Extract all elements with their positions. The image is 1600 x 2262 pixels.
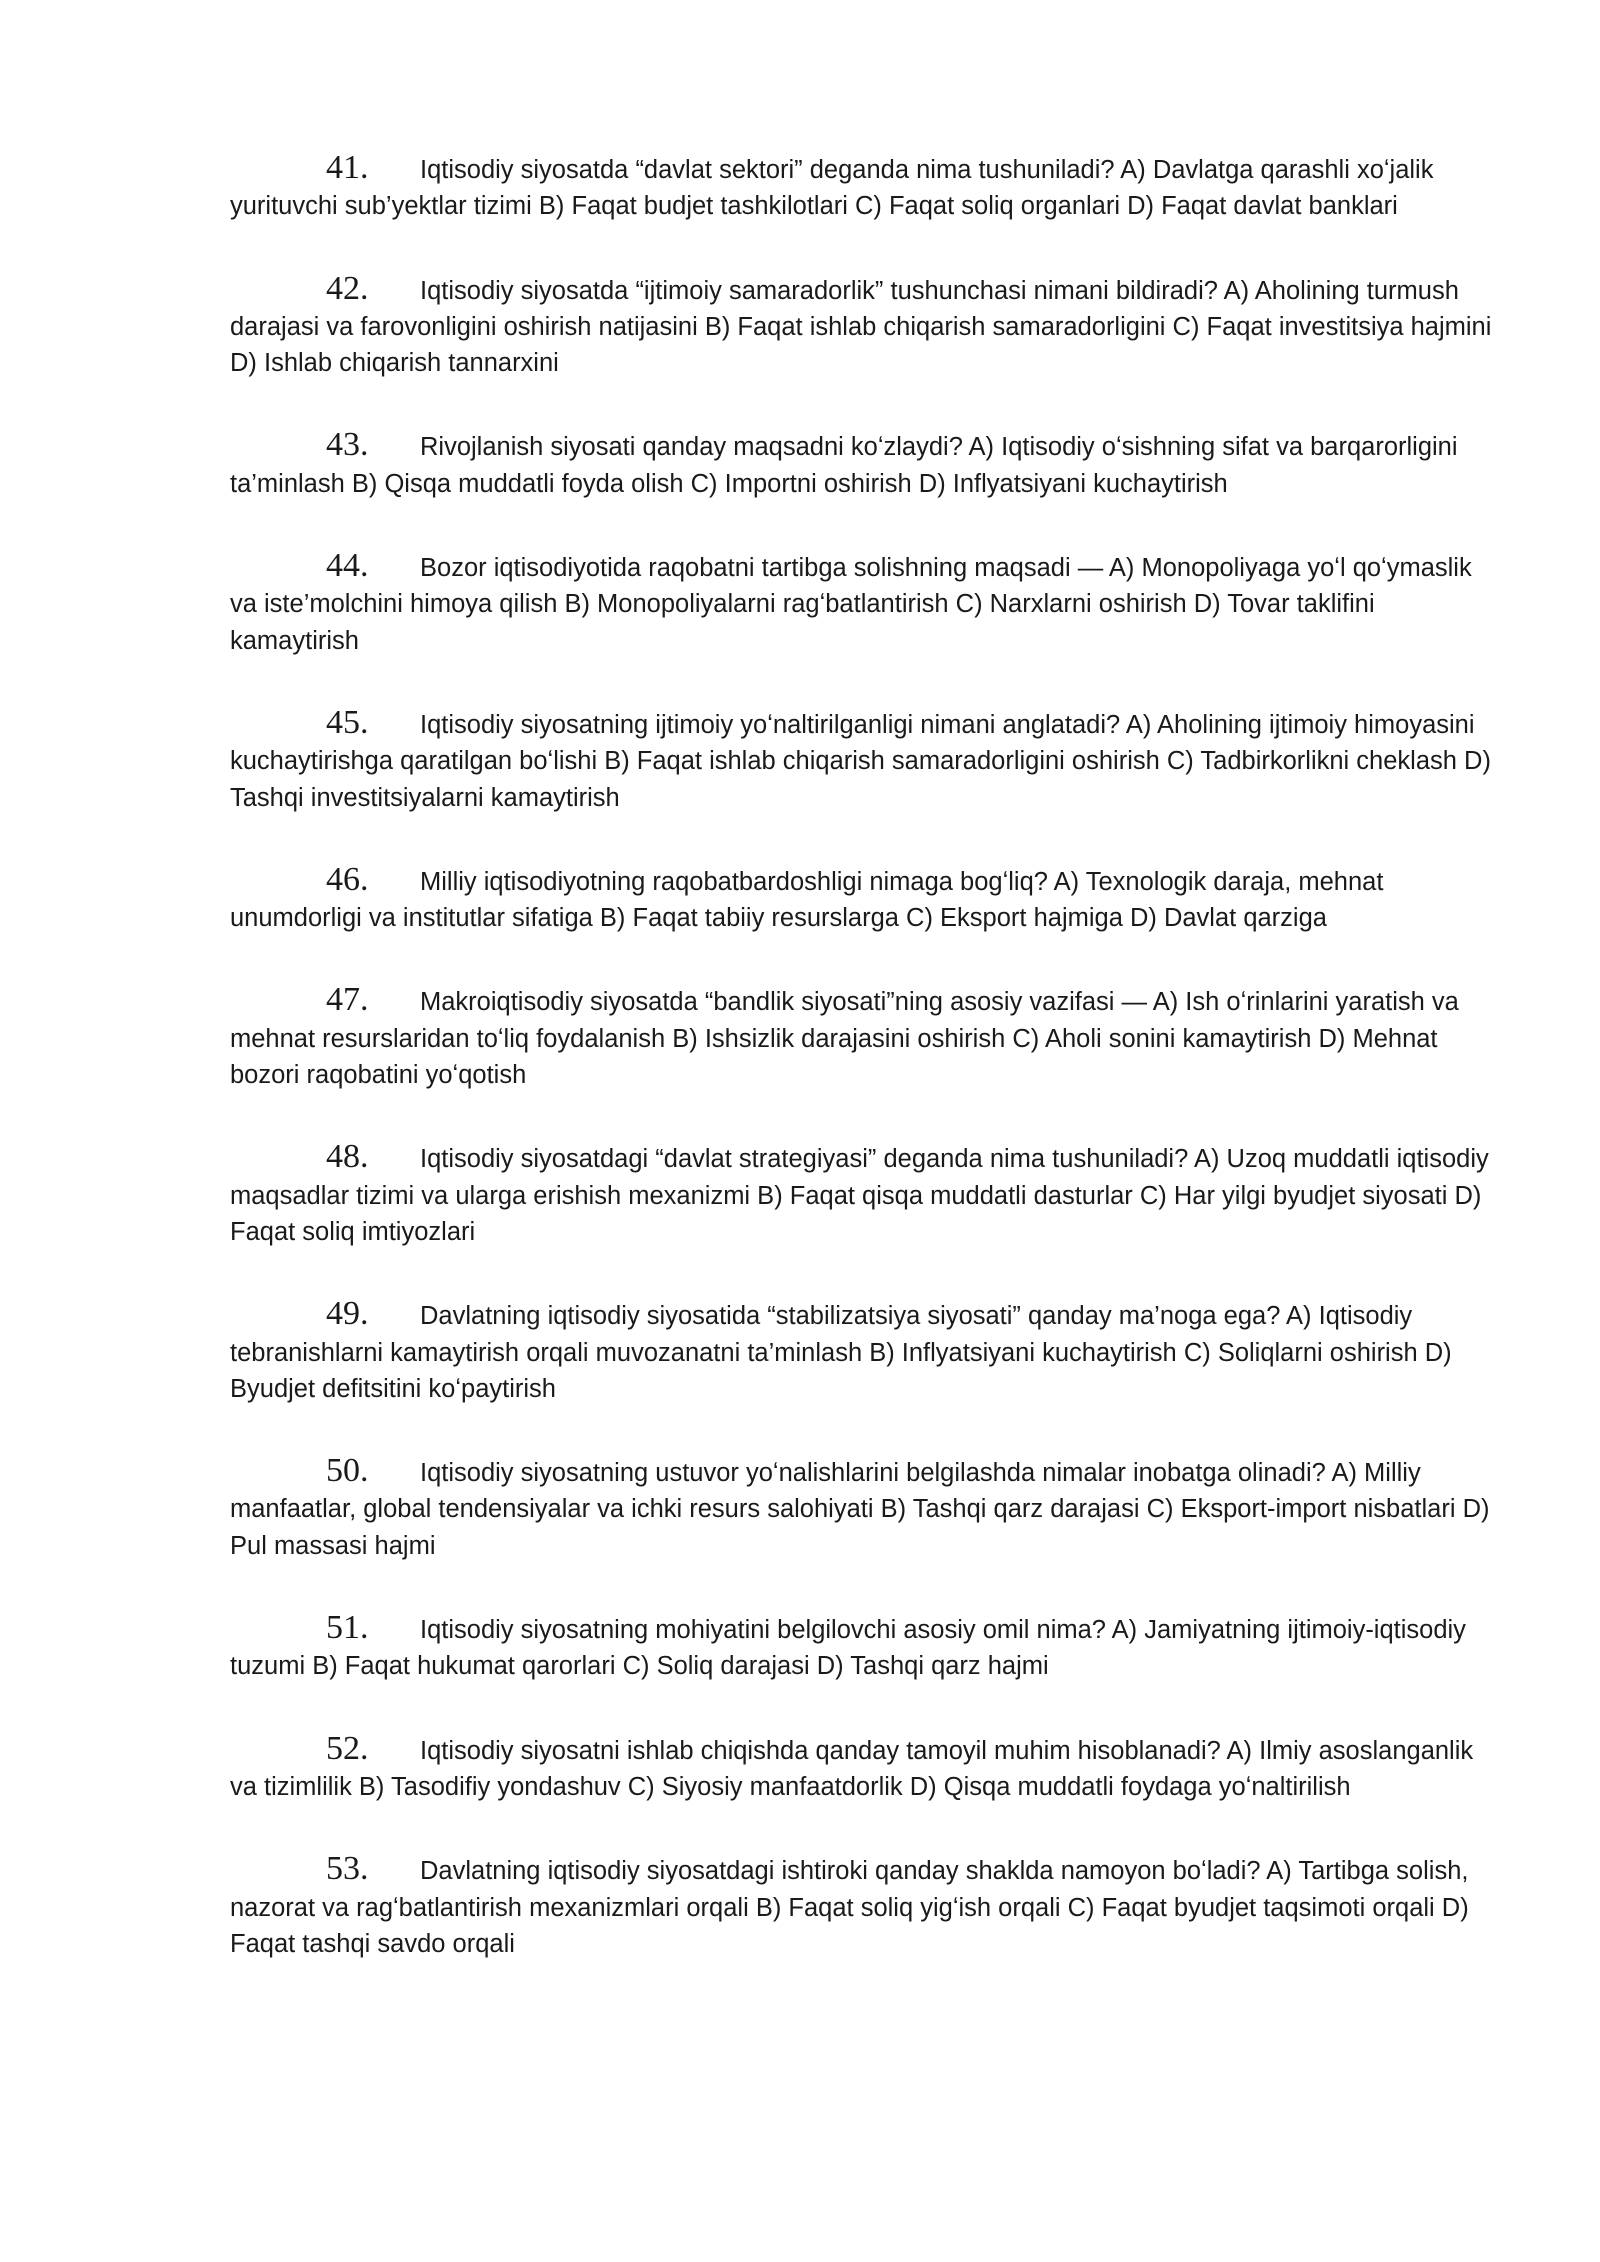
question-text: Iqtisodiy siyosatning ijtimoiy yoʻnaltirilganligi nimani anglatadi? A) Aholining ijtimoiy himoyasini kuchaytirishga qaratilgan boʻlishi B) Faqat ishlab chiqarish samaradorligini oshirish C) Tadbirkorlikni cheklash D) Tashqi investitsiyalarni kamaytirish — [230, 710, 1491, 812]
question-item — [230, 271, 1492, 382]
question-item — [230, 548, 1492, 659]
question-text: Rivojlanish siyosati qanday maqsadni koʻzlaydi? A) Iqtisodiy oʻsishning sifat va barqarorligini ta’minlash B) Qisqa muddatli foyda olish C) Importni oshirish D) Inflyatsiyani kuchaytirish — [230, 433, 1458, 498]
question-text: Davlatning iqtisodiy siyosatida “stabilizatsiya siyosati” qanday ma’noga ega? A) Iqtisodiy tebranishlarni kamaytirish orqali muvozanatni ta’minlash B) Inflyatsiyani kuchaytirish C) Soliqlarni oshirish D) Byudjet defitsitini koʻpaytirish — [230, 1302, 1452, 1403]
question-item — [230, 427, 1492, 502]
question-item — [230, 1296, 1492, 1407]
question-item — [230, 982, 1492, 1093]
question-number: 46. — [326, 860, 369, 898]
question-item — [230, 1139, 1492, 1250]
question-number: 52. — [326, 1729, 369, 1767]
question-item — [230, 862, 1492, 937]
question-number: 48. — [326, 1138, 369, 1176]
question-item — [230, 150, 1492, 225]
question-item — [230, 705, 1492, 816]
question-text: Iqtisodiy siyosatdagi “davlat strategiyasi” deganda nima tushuniladi? A) Uzoq muddatli iqtisodiy maqsadlar tizimi va ularga erishish mexanizmi B) Faqat qisqa muddatli dasturlar C) Har yilgi byudjet siyosati D) Faqat soliq imtiyozlari — [230, 1145, 1489, 1246]
question-text: Bozor iqtisodiyotida raqobatni tartibga solishning maqsadi — A) Monopoliyaga yoʻl qoʻymaslik va iste’molchini himoya qilish B) Monopoliyalarni ragʻbatlantirish C) Narxlarni oshirish D) Tovar taklifini kamaytirish — [230, 554, 1472, 655]
question-number: 49. — [326, 1295, 369, 1333]
question-number: 47. — [326, 981, 369, 1019]
question-item — [230, 1610, 1492, 1685]
question-text: Iqtisodiy siyosatda “davlat sektori” deganda nima tushuniladi? A) Davlatga qarashli xoʻjalik yurituvchi sub’yektlar tizimi B) Faqat budjet tashkilotlari C) Faqat soliq organlari D) Faqat davlat banklari — [230, 156, 1434, 221]
question-number: 45. — [326, 703, 369, 741]
question-item — [230, 1851, 1492, 1962]
question-text: Iqtisodiy siyosatning mohiyatini belgilovchi asosiy omil nima? A) Jamiyatning ijtimoiy-iqtisodiy tuzumi B) Faqat hukumat qarorlari C) Soliq darajasi D) Tashqi qarz hajmi — [230, 1616, 1466, 1681]
question-number: 53. — [326, 1850, 369, 1888]
question-number: 42. — [326, 269, 369, 307]
question-item — [230, 1731, 1492, 1806]
question-text: Milliy iqtisodiyotning raqobatbardoshligi nimaga bogʻliq? A) Texnologik daraja, mehnat unumdorligi va institutlar sifatiga B) Faqat tabiiy resurslarga C) Eksport hajmiga D) Davlat qarziga — [230, 867, 1384, 933]
question-number: 44. — [326, 547, 369, 585]
question-number: 43. — [326, 426, 369, 464]
question-number: 50. — [326, 1452, 369, 1490]
question-text: Davlatning iqtisodiy siyosatdagi ishtiroki qanday shaklda namoyon boʻladi? A) Tartibga solish, nazorat va ragʻbatlantirish mexanizmlari orqali B) Faqat soliq yigʻish orqali C) Faqat byudjet taqsimoti orqali D) Faqat tashqi savdo orqali — [230, 1857, 1469, 1958]
question-item — [230, 1453, 1492, 1564]
question-list — [230, 150, 1492, 2008]
question-number: 41. — [326, 149, 369, 186]
question-text: Iqtisodiy siyosatning ustuvor yoʻnalishlarini belgilashda nimalar inobatga olinadi? A) Milliy manfaatlar, global tendensiyalar va ichki resurs salohiyati B) Tashqi qarz darajasi C) Eksport-import nisbatlari D) Pul massasi hajmi — [230, 1459, 1490, 1560]
question-number: 51. — [326, 1609, 369, 1647]
question-text: Makroiqtisodiy siyosatda “bandlik siyosati”ning asosiy vazifasi — A) Ish oʻrinlarini yaratish va mehnat resurslaridan toʻliq foydalanish B) Ishsizlik darajasini oshirish C) Aholi sonini kamaytirish D) Mehnat bozori raqobatini yoʻqotish — [230, 988, 1459, 1090]
question-text: Iqtisodiy siyosatni ishlab chiqishda qanday tamoyil muhim hisoblanadi? A) Ilmiy asoslanganlik va tizimlilik B) Tasodifiy yondashuv C) Siyosiy manfaatdorlik D) Qisqa muddatli foydaga yoʻnaltirilish — [230, 1736, 1474, 1801]
question-text: Iqtisodiy siyosatda “ijtimoiy samaradorlik” tushunchasi nimani bildiradi? A) Aholining turmush darajasi va farovonligini oshirish natijasini B) Faqat ishlab chiqarish samaradorligini C) Faqat investitsiya hajmini D) Ishlab chiqarish tannarxini — [230, 276, 1492, 378]
